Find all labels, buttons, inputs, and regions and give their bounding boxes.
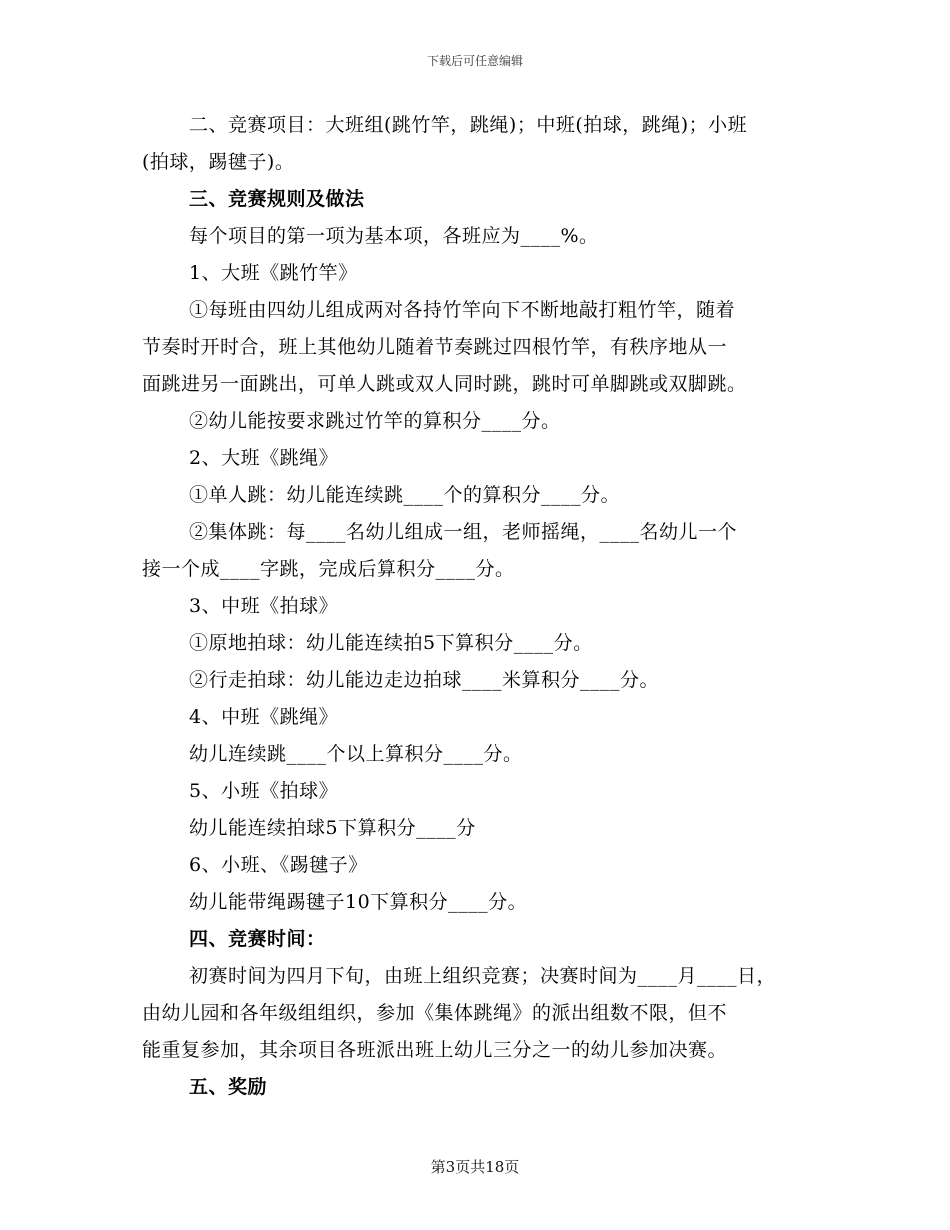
text-line: ①单人跳：幼儿能连续跳____个的算积分____分。 [189,484,621,506]
page-header: 下载后可任意编辑 [426,54,523,68]
text-line: 幼儿能连续拍球5下算积分____分 [189,817,476,839]
text-line: (拍球，踢毽子)。 [142,151,295,173]
text-line: 4、中班《跳绳》 [189,706,339,728]
section-heading: 三、竞赛规则及做法 [189,188,365,210]
text-line: 接一个成____字跳，完成后算积分____分。 [142,558,515,580]
page-footer: 第3页共18页 [430,1158,520,1176]
text-line: 节奏时开时合，班上其他幼儿随着节奏跳过四根竹竿，有秩序地从一 [142,336,728,358]
text-line: ②行走拍球：幼儿能边走边拍球____米算积分____分。 [189,669,660,691]
document-body [142,107,807,1106]
text-line: ②集体跳：每____名幼儿组成一组，老师摇绳，____名幼儿一个 [189,521,738,543]
section-heading: 四、竞赛时间： [189,928,326,950]
text-line: 2、大班《跳绳》 [189,447,339,469]
text-line: 面跳进另一面跳出，可单人跳或双人同时跳，跳时可单脚跳或双脚跳。 [142,373,747,395]
text-line: ②幼儿能按要求跳过竹竿的算积分____分。 [189,410,561,432]
text-line: 能重复参加，其余项目各班派出班上幼儿三分之一的幼儿参加决赛。 [142,1039,728,1061]
text-line: 幼儿能带绳踢毽子10下算积分____分。 [189,891,528,913]
text-line: 二、竞赛项目：大班组(跳竹竿，跳绳)；中班(拍球，跳绳)；小班 [189,114,748,136]
text-line: 每个项目的第一项为基本项，各班应为____%。 [189,225,599,247]
text-line: 由幼儿园和各年级组组织，参加《集体跳绳》的派出组数不限，但不 [142,1002,728,1024]
text-line: ①原地拍球：幼儿能连续拍5下算积分____分。 [189,632,593,654]
text-line: ①每班由四幼儿组成两对各持竹竿向下不断地敲打粗竹竿，随着 [189,299,736,321]
text-line: 初赛时间为四月下旬，由班上组织竞赛；决赛时间为____月____日， [189,965,777,987]
text-line: 6、小班、《踢毽子》 [189,854,368,876]
text-line: 5、小班《拍球》 [189,780,339,802]
text-line: 幼儿连续跳____个以上算积分____分。 [189,743,523,765]
text-line: 3、中班《拍球》 [189,595,339,617]
section-heading: 五、奖励 [189,1076,268,1098]
text-line: 1、大班《跳竹竿》 [189,262,358,284]
